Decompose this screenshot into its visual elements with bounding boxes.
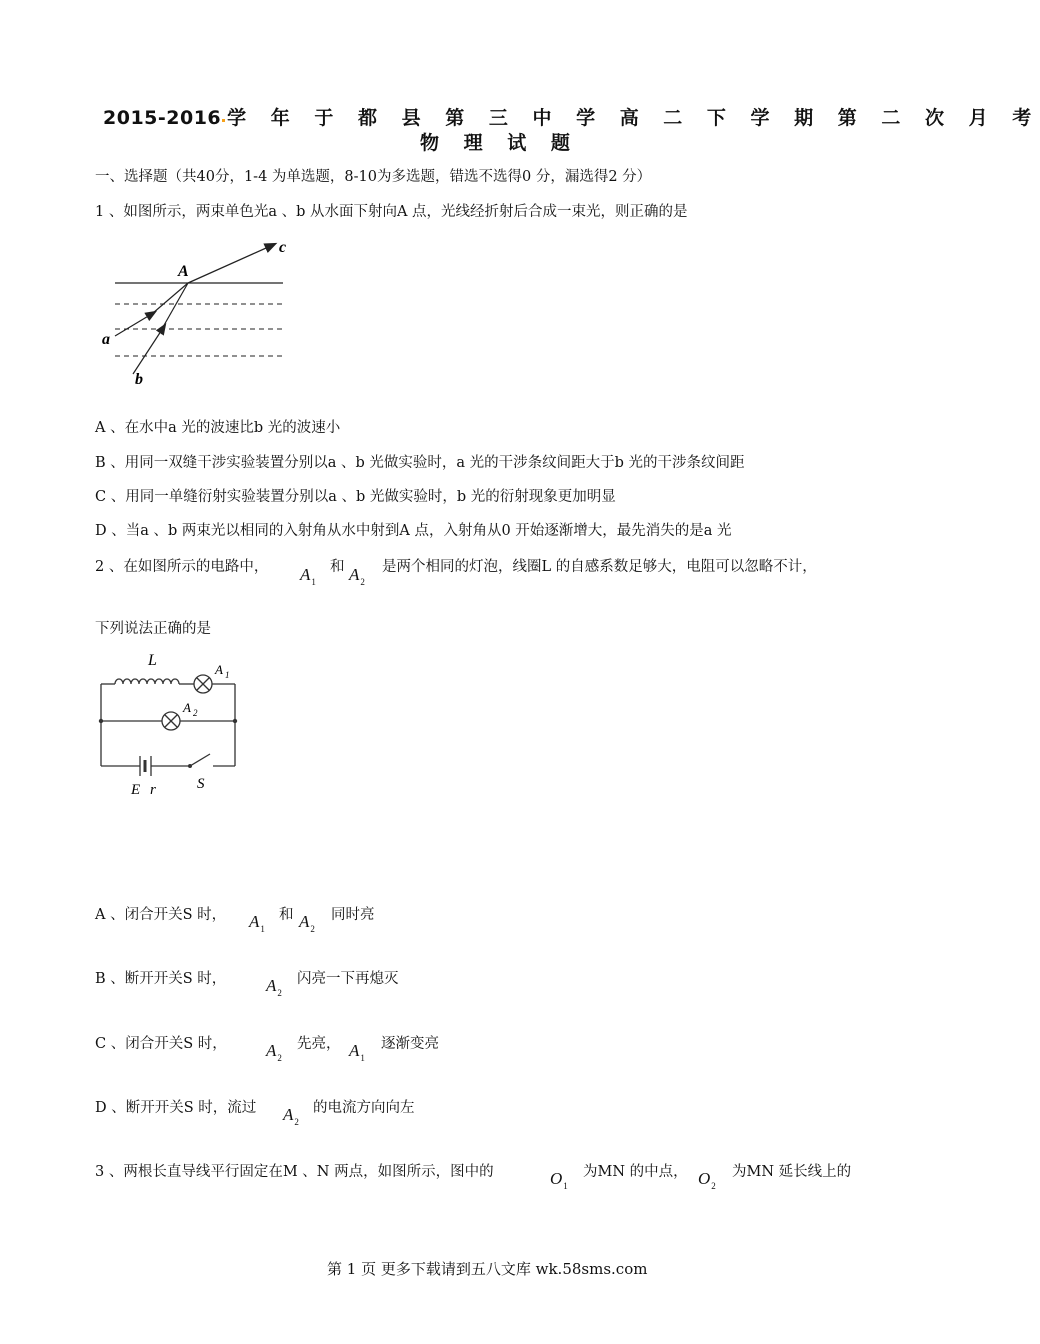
ray-a-upper: [153, 283, 188, 313]
label-E: E: [131, 782, 141, 798]
q2-option-d-pre: D 、断开开关S 时，流过: [95, 1100, 257, 1116]
switch-S-icon: [190, 754, 210, 766]
label-b: b: [135, 371, 143, 388]
q3-stem-part1: 3 、两根长直导线平行固定在M 、N 两点，如图所示，图中的: [95, 1164, 494, 1180]
q1-refraction-figure: [95, 232, 305, 392]
label-r: r: [150, 782, 156, 798]
q2-option-b-post: 闪亮一下再熄灭: [297, 971, 399, 987]
symbol-O1: $O_1$: [550, 1169, 568, 1191]
symbol-O2: $O_2$: [698, 1169, 716, 1191]
label-L: L: [148, 652, 157, 669]
q2-option-c-mid: 先亮，: [297, 1036, 341, 1052]
symbol-A1: $A_1$: [349, 1041, 365, 1063]
symbol-A1: $A_1$: [249, 912, 265, 934]
q3-stem-part2: 为MN 的中点，: [583, 1164, 688, 1180]
q1-stem: 1 、如图所示，两束单色光a 、b 从水面下射向A 点，光线经折射后合成一束光，则正确的是: [95, 204, 688, 220]
q1-option-c: C 、用同一单缝衍射实验装置分别以a 、b 光做实验时，b 光的衍射现象更加明显: [95, 489, 616, 505]
q2-option-a-and: 和: [279, 907, 294, 923]
q2-option-c-pre: C 、闭合开关S 时，: [95, 1036, 227, 1052]
q3-stem-part3: 为MN 延长线上的: [732, 1164, 852, 1180]
q2-stem-and: 和: [330, 559, 345, 575]
label-A2-sub: 2: [193, 708, 198, 718]
symbol-A2: $A_2$: [266, 1041, 282, 1063]
label-A1-sub: 1: [225, 670, 230, 680]
q2-option-b-pre: B 、断开开关S 时，: [95, 971, 227, 987]
symbol-A2: $A_2$: [283, 1105, 299, 1127]
q2-stem-line2: 下列说法正确的是: [95, 621, 211, 637]
ray-c: [188, 244, 275, 283]
page-footer: 第 1 页 更多下载请到五八文库 wk.58sms.com: [327, 1260, 648, 1278]
symbol-A1: $A_1$: [300, 565, 316, 587]
ray-b-upper: [163, 283, 188, 327]
title-line-1: 2015-2016 学 年 于 都 县 第 三 中 学 高 二 下 学 期 第 二 次 月 考: [103, 107, 1040, 129]
ray-b-lower: [133, 325, 165, 374]
q2-option-d-post: 的电流方向向左: [313, 1100, 415, 1116]
label-A: A: [178, 263, 189, 280]
label-c: c: [279, 239, 287, 256]
label-S: S: [197, 776, 205, 792]
section-header: 一、选择题（共40分，1-4 为单选题，8-10为多选题，错选不选得0 分，漏选得2 分）: [95, 169, 652, 185]
orange-dot-mark: [222, 119, 225, 122]
q2-option-a-pre: A 、闭合开关S 时，: [95, 907, 227, 923]
inductor-coil: [115, 679, 179, 684]
q2-option-a-post: 同时亮: [331, 907, 375, 923]
q2-stem-part2: 是两个相同的灯泡，线圈L 的自感系数足够大，电阻可以忽略不计，: [382, 559, 817, 575]
label-a: a: [102, 331, 110, 348]
title-line-2: 物 理 试 题: [420, 132, 579, 154]
q1-option-a: A 、在水中a 光的波速比b 光的波速小: [95, 420, 341, 436]
ray-a-lower: [115, 312, 155, 336]
q2-circuit-figure: [95, 646, 255, 801]
q2-option-c-post: 逐渐变亮: [381, 1036, 439, 1052]
symbol-A2: $A_2$: [299, 912, 315, 934]
q2-stem-part1: 2 、在如图所示的电路中，: [95, 559, 269, 575]
label-A1: A: [215, 662, 223, 677]
label-A2: A: [183, 700, 191, 715]
q1-option-d: D 、当a 、b 两束光以相同的入射角从水中射到A 点，入射角从0 开始逐渐增大，最先消失的是a 光: [95, 523, 732, 539]
symbol-A2: $A_2$: [349, 565, 365, 587]
q1-option-b: B 、用同一双缝干涉实验装置分别以a 、b 光做实验时，a 光的干涉条纹间距大于b 光的干涉条纹间距: [95, 455, 745, 471]
symbol-A2: $A_2$: [266, 976, 282, 998]
